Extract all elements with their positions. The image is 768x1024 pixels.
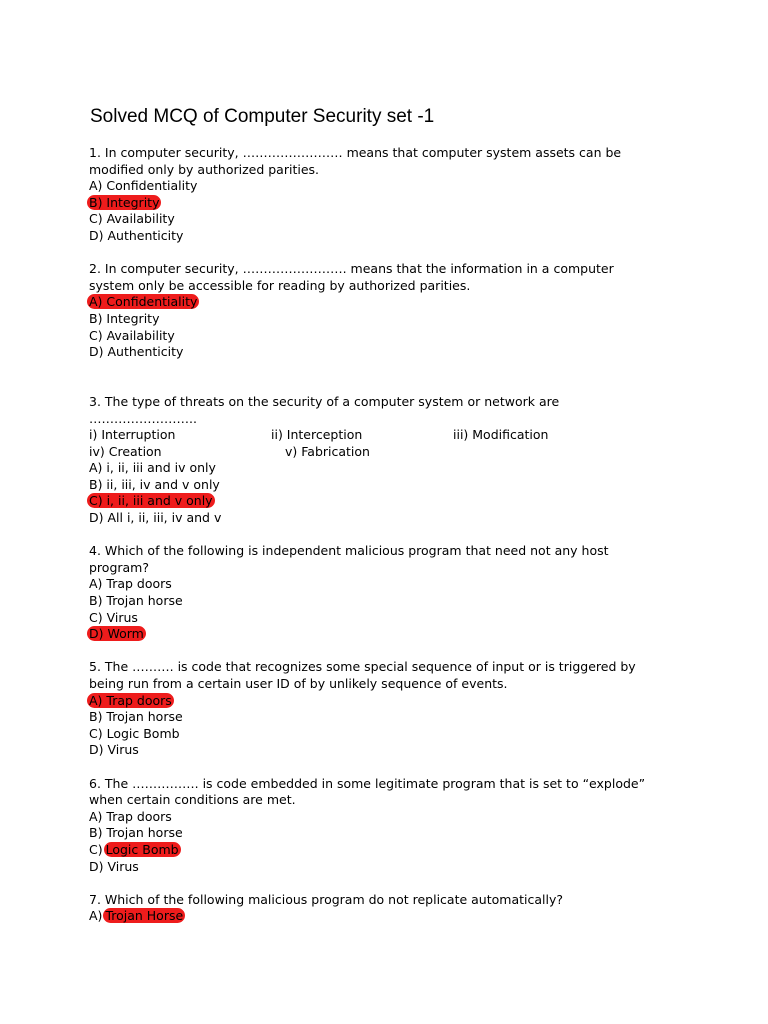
threat-item: v) Fabrication xyxy=(285,443,370,459)
threat-item: iii) Modification xyxy=(453,427,549,443)
threat-list-row xyxy=(89,444,689,461)
option-b: B) Trojan horse xyxy=(89,825,183,841)
question-text: 3. The type of threats on the security of a computer system or network are xyxy=(89,393,560,409)
option-a: A) Confidentiality xyxy=(89,178,198,194)
threat-item: i) Interruption xyxy=(89,427,176,443)
question-text: when certain conditions are met. xyxy=(89,792,296,808)
question-text: …………………….. xyxy=(89,410,197,426)
correct-answer-highlight: Trojan Horse xyxy=(105,908,184,924)
question-text: 2. In computer security, ……………………. means that the information in a computer xyxy=(89,261,614,277)
correct-answer-highlight: B) Integrity xyxy=(89,194,160,210)
option-c: C) Logic Bomb xyxy=(89,725,180,741)
question-text: 4. Which of the following is independent malicious program that need not any host xyxy=(89,543,609,559)
threat-item: ii) Interception xyxy=(271,427,363,443)
question-7 xyxy=(89,892,689,925)
question-6 xyxy=(89,776,689,876)
question-5 xyxy=(89,659,689,759)
mcq-list xyxy=(89,145,689,925)
question-1 xyxy=(89,145,689,245)
option-b: B) Trojan horse xyxy=(89,709,183,725)
question-4 xyxy=(89,543,689,643)
option-b: B) ii, iii, iv and v only xyxy=(89,476,220,492)
option-d: D) Virus xyxy=(89,858,139,874)
question-text: being run from a certain user ID of by unlikely sequence of events. xyxy=(89,676,508,691)
option-c xyxy=(89,842,689,859)
question-text: 7. Which of the following malicious program do not replicate automatically? xyxy=(89,891,563,907)
question-text: 6. The ……………. is code embedded in some legitimate program that is set to “explode” xyxy=(89,775,646,791)
option-a xyxy=(89,908,689,925)
option-b: B) Trojan horse xyxy=(89,593,183,609)
option-a: A) i, ii, iii and iv only xyxy=(89,460,216,476)
question-text: program? xyxy=(89,559,149,575)
question-text: 1. In computer security, …………………… means that computer system assets can be xyxy=(89,145,622,160)
option-a: A) Trap doors xyxy=(89,576,172,592)
correct-answer-highlight: C) i, ii, iii and v only xyxy=(89,493,213,509)
question-text: system only be accessible for reading by authorized parities. xyxy=(89,277,471,293)
option-d: D) Virus xyxy=(89,742,139,758)
question-text: 5. The ………. is code that recognizes some special sequence of input or is triggered by xyxy=(89,659,636,675)
correct-answer-highlight: D) Worm xyxy=(89,626,144,642)
page-title: Solved MCQ of Computer Security set -1 xyxy=(90,106,435,127)
threat-list-row xyxy=(89,427,689,444)
question-2 xyxy=(89,261,689,361)
option-d: D) Authenticity xyxy=(89,344,184,360)
correct-answer-highlight: A) Trap doors xyxy=(89,692,172,708)
option-c: C) Availability xyxy=(89,327,175,343)
option-c: C) Virus xyxy=(89,609,138,625)
question-3 xyxy=(89,394,689,527)
option-b: B) Integrity xyxy=(89,310,160,326)
option-a: A) Trap doors xyxy=(89,808,172,824)
option-d: D) Authenticity xyxy=(89,227,184,243)
correct-answer-highlight: Logic Bomb xyxy=(105,841,179,857)
option-c: C) Availability xyxy=(89,211,175,227)
option-d: D) All i, ii, iii, iv and v xyxy=(89,510,222,526)
option-prefix: A) xyxy=(89,908,103,924)
option-prefix: C) xyxy=(89,841,103,857)
question-text: modified only by authorized parities. xyxy=(89,161,320,177)
threat-item: iv) Creation xyxy=(89,443,162,459)
correct-answer-highlight: A) Confidentiality xyxy=(89,294,198,310)
